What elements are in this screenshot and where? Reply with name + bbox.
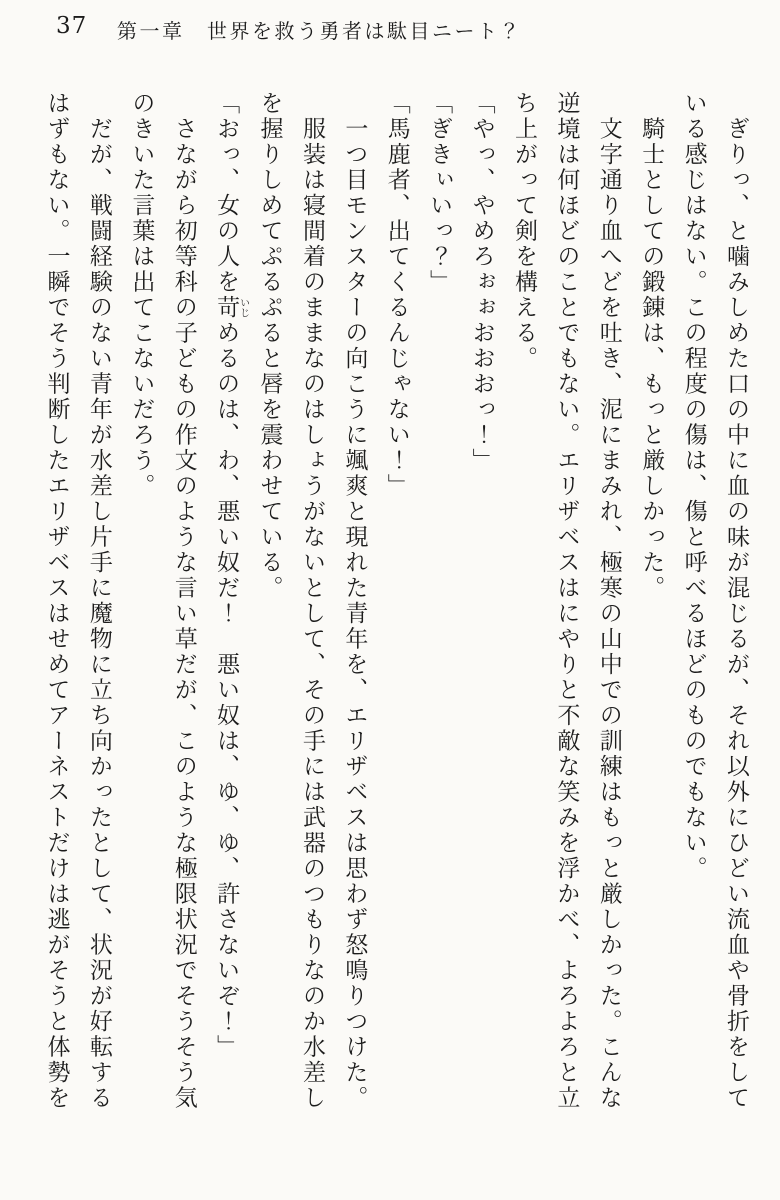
text-column-with-ruby [205,91,248,1123]
ruby-post-text: めるのは、わ、悪い奴だ！ 悪い奴は、ゆ、ゆ、許さないぞ！」 [213,320,240,1060]
text-column: はずもない。一瞬でそう判断したエリザベスはせめてアーネストだけは逃がそうと体勢を [43,91,70,1111]
ruby-annotation [213,295,249,321]
chapter-title: 第一章 世界を救う勇者は駄目ニート？ [117,19,522,43]
ruby-pre-text: 「おっ、女の人を [213,91,240,295]
text-column: 服装は寝間着のままなのはしょうがないとして、その手には武器のつもりなのか水差し [298,91,325,1111]
text-column: ぎりっ、と噛みしめた口の中に血の味が混じるが、それ以外にひどい流血や骨折をして [723,91,749,1111]
text-column: さながら初等科の子どもの作文のような言い草だが、このような極限状況でそうそう気 [170,91,197,1111]
text-column: 文字通り血へどを吐き、泥にまみれ、極寒の山中での訓練はもっと厳しかった。こんな [595,91,622,1111]
page-number: 37 [56,13,88,39]
text-column: 「やっ、やめろぉぉおおおっ！」 [468,91,495,474]
text-column: ち上がって剣を構える。 [510,91,537,372]
text-column: だが、戦闘経験のない青年が水差し片手に魔物に立ち向かったとして、状況が好転する [85,91,112,1111]
text-column: いる感じはない。この程度の傷は、傷と呼べるほどのものでもない。 [680,91,707,882]
text-column: 一つ目モンスターの向こうに颯爽と現れた青年を、エリザベスは思わず怒鳴りつけた。 [341,91,368,1111]
text-column: 騎士としての鍛錬は、もっと厳しかった。 [638,91,665,601]
text-column: のきいた言葉は出てこないだろう。 [128,91,155,499]
text-column: 「馬鹿者、出てくるんじゃない！」 [383,91,410,499]
text-column: 「ぎきぃいっ？」 [426,91,453,295]
ruby-furigana: いじ [237,295,249,321]
ruby-base: 苛 [213,295,240,321]
body-text [33,91,757,1123]
text-column: を握りしめてぷるぷると唇を震わせている。 [256,91,283,601]
text-column: 逆境は何ほどのことでもない。エリザベスはにやりと不敵な笑みを浮かべ、よろよろと立 [553,91,580,1111]
running-head [0,12,780,42]
